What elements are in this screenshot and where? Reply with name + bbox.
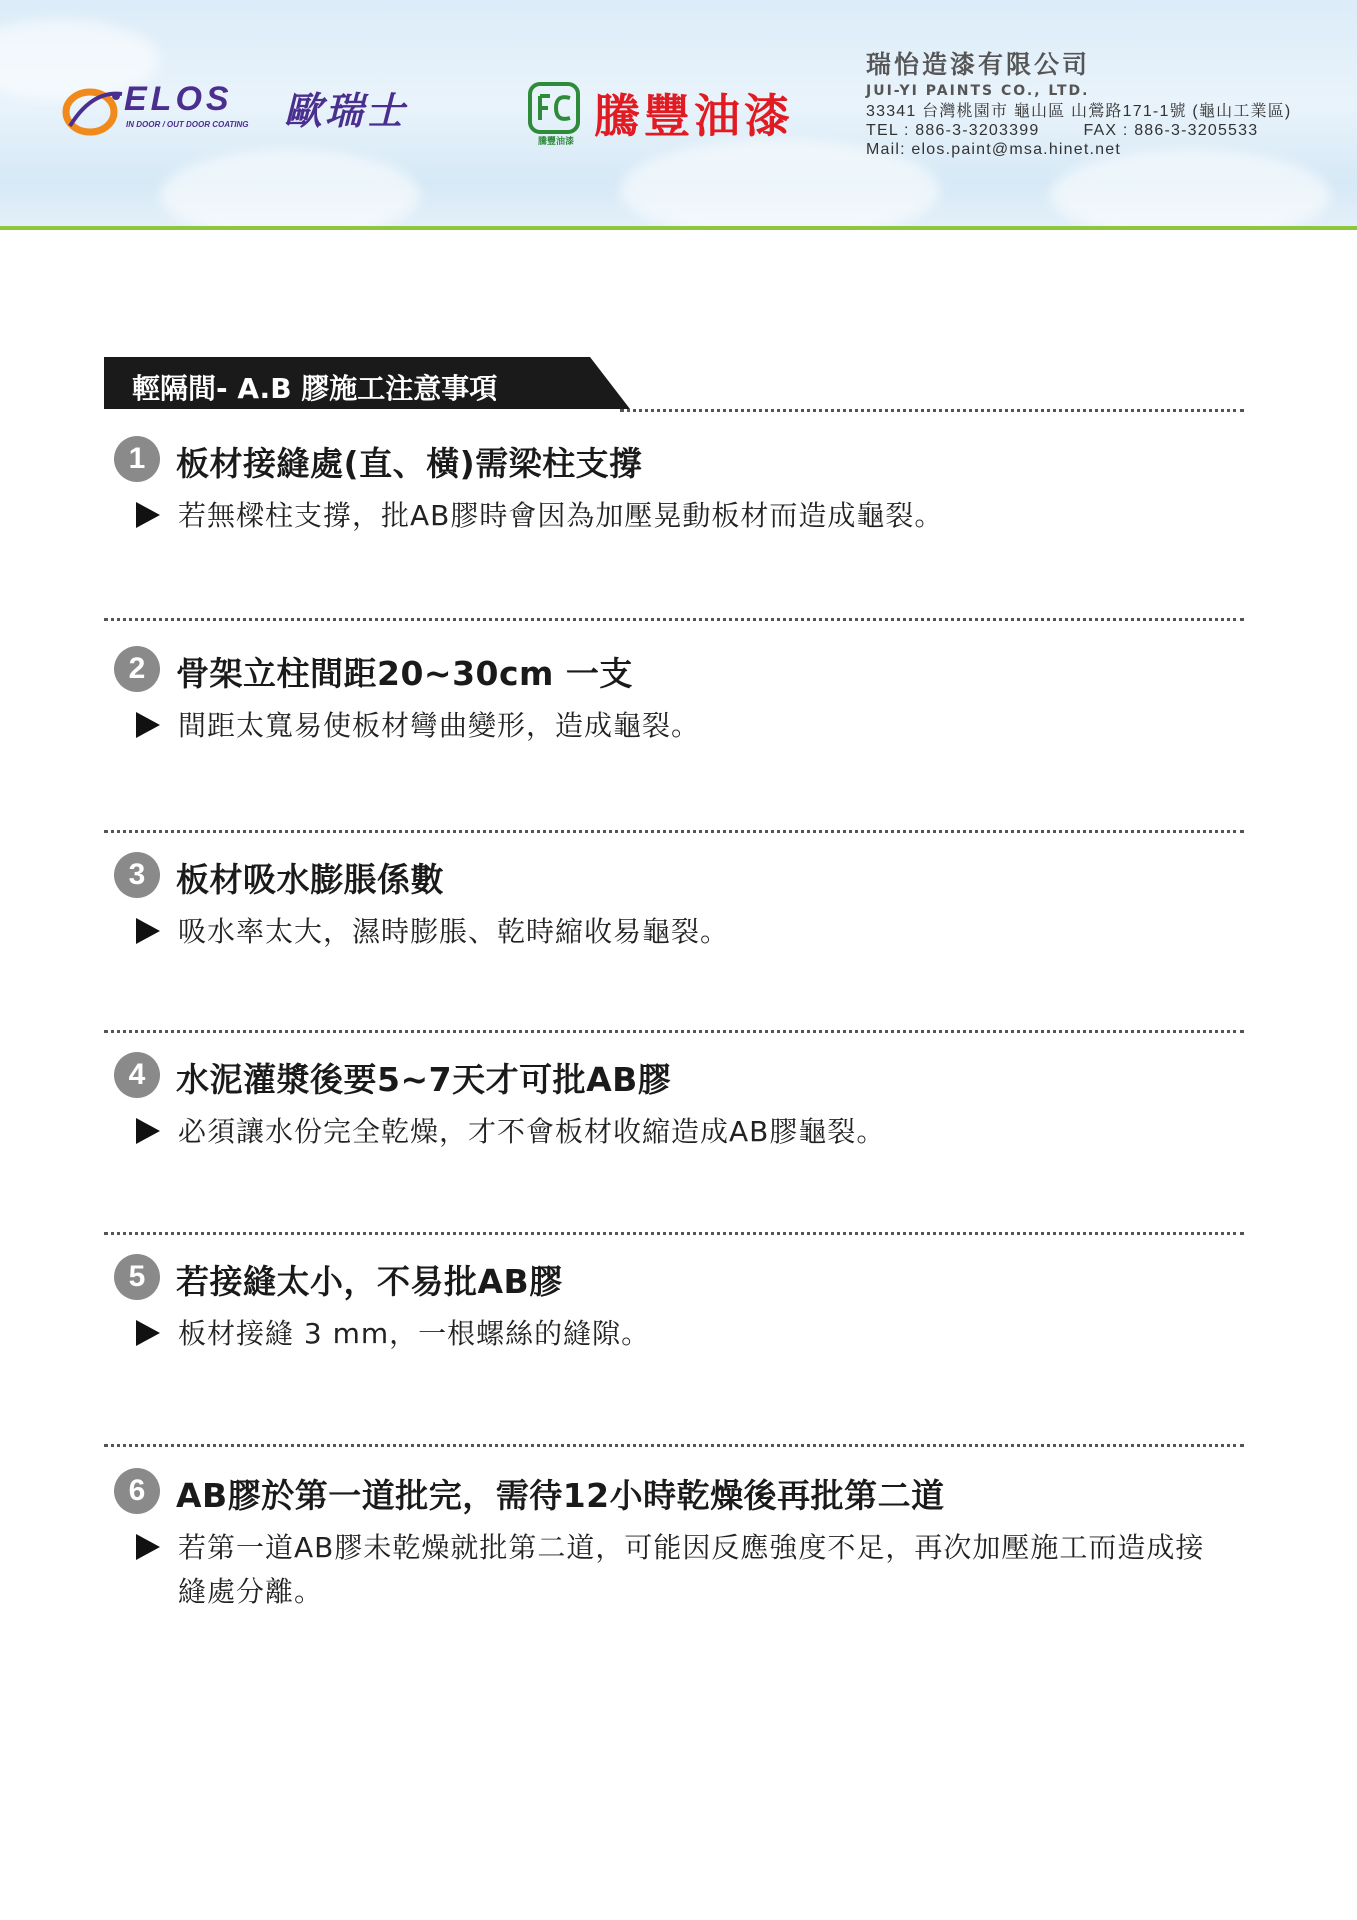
divider-dotted xyxy=(104,1444,1244,1447)
triangle-right-icon xyxy=(136,1118,160,1144)
item-body: 吸水率太大，濕時膨脹、乾時縮收易龜裂。 xyxy=(178,915,730,948)
item-heading: 骨架立柱間距20~30cm 一支 xyxy=(176,654,633,693)
section-title-tab xyxy=(104,357,630,409)
item-heading: 板材接縫處(直、橫)需梁柱支撐 xyxy=(176,444,643,483)
company-email[interactable]: Mail: elos.paint@msa.hinet.net xyxy=(866,141,1122,158)
item-number-badge: 5 xyxy=(114,1254,160,1300)
divider-dotted xyxy=(104,1030,1244,1033)
company-english-name: JUI-YI PAINTS CO., LTD. xyxy=(866,83,1090,99)
item-number-badge: 4 xyxy=(114,1052,160,1098)
list-item xyxy=(114,646,1244,746)
cloud-decoration xyxy=(160,150,420,228)
teng-feng-mark-icon xyxy=(528,82,580,134)
item-number-badge: 2 xyxy=(114,646,160,692)
triangle-right-icon xyxy=(136,1320,160,1346)
company-phone-row xyxy=(866,121,1336,140)
company-chinese-name: 瑞怡造漆有限公司 xyxy=(866,50,1091,79)
item-body: 若第一道AB膠未乾燥就批第二道，可能因反應強度不足，再次加壓施工而造成接縫處分離。 xyxy=(178,1531,1205,1608)
cloud-decoration xyxy=(1050,150,1330,228)
section-title: 輕隔間- A.B 膠施工注意事項 xyxy=(132,372,498,405)
divider-dotted xyxy=(104,830,1244,833)
divider-dotted xyxy=(104,618,1244,621)
divider-dotted xyxy=(104,1232,1244,1235)
divider-dotted xyxy=(620,409,1244,412)
elos-chinese-name: 歐瑞士 xyxy=(284,89,408,133)
triangle-right-icon xyxy=(136,712,160,738)
item-body: 必須讓水份完全乾燥，才不會板材收縮造成AB膠龜裂。 xyxy=(178,1115,886,1148)
item-number-badge: 1 xyxy=(114,436,160,482)
elos-wordmark: ELOS xyxy=(124,80,233,118)
teng-feng-logo xyxy=(528,78,798,148)
company-info xyxy=(866,50,1336,159)
item-heading: 若接縫太小，不易批AB膠 xyxy=(176,1262,563,1301)
triangle-right-icon xyxy=(136,918,160,944)
teng-feng-chinese-name: 騰豐油漆 xyxy=(594,89,794,143)
elos-tagline: IN DOOR / OUT DOOR COATING xyxy=(126,120,249,129)
item-heading: 板材吸水膨脹係數 xyxy=(176,860,444,899)
list-item xyxy=(114,436,1244,536)
list-item xyxy=(114,852,1244,952)
item-number-badge: 3 xyxy=(114,852,160,898)
company-tel: TEL : 886-3-3203399 xyxy=(866,122,1040,139)
item-number-badge: 6 xyxy=(114,1468,160,1514)
list-item xyxy=(114,1052,1244,1152)
triangle-right-icon xyxy=(136,1534,160,1560)
company-fax: FAX : 886-3-3205533 xyxy=(1083,122,1259,139)
list-item xyxy=(114,1254,1244,1354)
list-item xyxy=(114,1468,1244,1628)
header-accent-line xyxy=(0,226,1357,230)
item-heading: 水泥灌漿後要5~7天才可批AB膠 xyxy=(176,1060,672,1099)
company-address: 33341 台灣桃園市 龜山區 山鶯路171-1號 (龜山工業區) xyxy=(866,103,1292,120)
elos-swoosh-icon xyxy=(62,80,126,140)
item-heading: AB膠於第一道批完，需待12小時乾燥後再批第二道 xyxy=(176,1476,945,1515)
item-body: 板材接縫 3 mm，一根螺絲的縫隙。 xyxy=(178,1317,651,1350)
item-body: 若無樑柱支撐，批AB膠時會因為加壓晃動板材而造成龜裂。 xyxy=(178,499,944,532)
page-header xyxy=(0,0,1357,228)
teng-feng-sub-label: 騰豐油漆 xyxy=(537,137,574,147)
item-body: 間距太寬易使板材彎曲變形，造成龜裂。 xyxy=(178,709,701,742)
elos-logo xyxy=(62,80,462,140)
triangle-right-icon xyxy=(136,502,160,528)
